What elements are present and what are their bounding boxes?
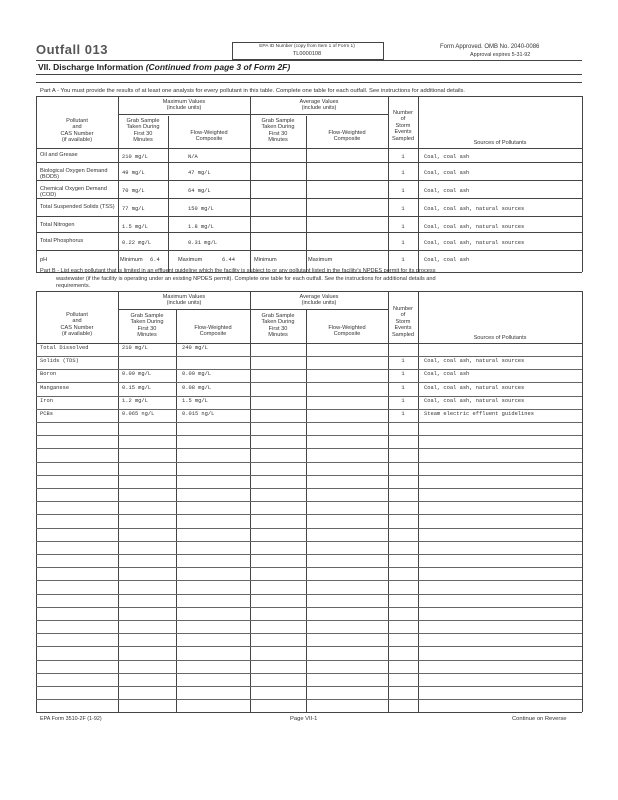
part-b-max-grab: 210 mg/L	[122, 345, 148, 351]
part-a-max-grab: 1.5 mg/L	[122, 224, 148, 230]
omb-approval: Form Approved. OMB No. 2040-0086	[440, 44, 540, 50]
part-b-instruction-1: Part B - List each pollutant that is limited in an effluent guideline which the facility is subject to or any pollutant listed in the facility's NPDES permit for its process	[40, 268, 436, 274]
b-avg-flow-header: Flow-Weighted Composite	[328, 325, 366, 338]
part-b-events: 1	[401, 384, 405, 391]
section-title-text: VII. Discharge Information	[38, 62, 144, 72]
part-b-max-flow: 1.5 mg/L	[182, 397, 208, 404]
b-max-flow-header: Flow-Weighted Composite	[194, 325, 232, 338]
ph-min-label: Minimum	[120, 257, 143, 263]
part-a-instruction: Part A - You must provide the results of at least one analysis for every pollutant in this table. Complete one table for each outfall. See instructions for additional details.	[40, 88, 466, 94]
part-b-max-grab: 0.15 mg/L	[122, 384, 152, 391]
part-b-pollutant: Total Dissolved	[40, 345, 89, 351]
part-b-source: Steam electric effluent guidelines	[424, 411, 534, 417]
page-number: Page VII-1	[290, 716, 318, 722]
ph-avg-min-label: Minimum	[254, 257, 277, 263]
part-b-pollutant: Manganese	[40, 384, 70, 391]
b-avg-values-header: Average Values (include units)	[299, 294, 339, 307]
part-a-max-grab: 210 mg/L	[122, 154, 148, 160]
part-a-source: Coal, coal ash	[424, 188, 470, 194]
part-a-max-flow: 1.8 mg/L	[188, 224, 214, 230]
part-b-instruction-3: requirements.	[56, 283, 91, 289]
b-avg-grab-header: Grab Sample Taken During First 30 Minutes	[261, 313, 295, 339]
part-a-max-grab: 0.22 mg/L	[122, 240, 152, 246]
part-b-pollutant: Iron	[40, 397, 53, 404]
events-header: Number of Storm Events Sampled	[391, 110, 415, 142]
avg-grab-header: Grab Sample Taken During First 30 Minutes	[261, 118, 295, 144]
part-a-max-flow: 64 mg/L	[188, 188, 211, 194]
part-b-events: 1	[401, 371, 405, 378]
part-a-source: Coal, coal ash	[424, 154, 470, 160]
part-a-events: 1	[401, 170, 405, 176]
part-a-source: Coal, coal ash, natural sources	[424, 224, 525, 230]
part-a-events: 1	[401, 240, 405, 246]
part-a-events: 1	[401, 224, 405, 230]
part-b-source: Coal, coal ash, natural sources	[424, 358, 525, 365]
part-b-max-flow: 240 mg/L	[182, 345, 208, 351]
part-a-pollutant: Biological Oxygen Demand (BOD5)	[40, 168, 108, 181]
b-sources-header: Sources of Pollutants	[473, 335, 527, 341]
ph-avg-max-label: Maximum	[308, 257, 333, 263]
max-values-header: Maximum Values (include units)	[162, 99, 206, 112]
part-b-source: Coal, coal ash	[424, 371, 470, 378]
part-a-pollutant: Chemical Oxygen Demand (COD)	[40, 186, 107, 199]
b-max-values-header: Maximum Values (include units)	[162, 294, 206, 307]
section-title	[38, 62, 290, 72]
part-a-pollutant: Total Phosphorus	[40, 238, 84, 244]
part-a-source: Coal, coal ash, natural sources	[424, 206, 525, 212]
continue-note: Continue on Reverse	[512, 716, 567, 722]
avg-values-header: Average Values (include units)	[299, 99, 339, 112]
b-col-pollutant: Pollutant and CAS Number (if available)	[60, 312, 94, 338]
part-b-pollutant: Solids (TDS)	[40, 358, 79, 365]
part-a-source: Coal, coal ash, natural sources	[424, 240, 525, 246]
section-subtitle: (Continued from page 3 of Form 2F)	[145, 62, 291, 72]
approval-expires: Approval expires 5-31-92	[470, 52, 531, 58]
part-b-max-grab: 1.2 mg/L	[122, 397, 148, 404]
part-a-max-flow: 47 mg/L	[188, 170, 211, 176]
part-b-source: Coal, coal ash, natural sources	[424, 384, 525, 391]
part-b-max-flow: 0.09 mg/L	[182, 371, 212, 378]
max-grab-header: Grab Sample Taken During First 30 Minutes	[126, 118, 160, 144]
max-flow-header: Flow-Weighted Composite	[190, 130, 228, 143]
part-b-pollutant: Boron	[40, 371, 57, 378]
part-b-events: 1	[401, 358, 405, 365]
part-a-events: 1	[401, 154, 405, 160]
part-b-instruction-2: wastewater (if the facility is operating under an existing NPDES permit). Complete one table for each outfall. See the instructions for additional details and	[56, 276, 436, 282]
part-a-events: 1	[401, 206, 405, 212]
part-b-pollutant: PCBs	[40, 411, 53, 417]
part-b-max-grab: 0.09 mg/L	[122, 371, 152, 378]
part-b-max-grab: 0.065 ng/L	[122, 411, 155, 417]
avg-flow-header: Flow-Weighted Composite	[328, 130, 366, 143]
outfall-label: Outfall 013	[36, 42, 108, 57]
part-a-source: Coal, coal ash	[424, 170, 470, 176]
col-pollutant: Pollutant and CAS Number (if available)	[60, 118, 94, 144]
part-a-max-grab: 77 mg/L	[122, 206, 145, 212]
part-a-max-grab: 70 mg/L	[122, 188, 145, 194]
b-max-grab-header: Grab Sample Taken During First 30 Minutes	[130, 313, 164, 339]
epa-id-notice: EPA ID Number (copy from Item 1 of Form 1)	[259, 44, 355, 49]
part-a-max-flow: 0.31 mg/L	[188, 240, 218, 246]
ph-events: 1	[401, 257, 405, 263]
part-b-source: Coal, coal ash, natural sources	[424, 397, 525, 404]
part-a-pollutant: Total Nitrogen	[40, 222, 75, 228]
b-events-header: Number of Storm Events Sampled	[391, 306, 415, 338]
epa-id-value: TL0000108	[292, 51, 322, 57]
part-a-max-grab: 49 mg/L	[122, 170, 145, 176]
part-b-max-flow: 0.08 mg/L	[182, 384, 212, 391]
part-a-pollutant: Total Suspended Solids (TSS)	[40, 204, 115, 210]
part-a-pollutant: Oil and Grease	[40, 152, 78, 158]
form-id: EPA Form 3510-2F (1-92)	[40, 716, 102, 722]
part-a-max-flow: 150 mg/L	[188, 206, 214, 212]
ph-label: pH	[40, 257, 48, 263]
ph-max-label: Maximum	[178, 257, 203, 263]
ph-min-value: 6.4	[150, 257, 160, 263]
part-a-events: 1	[401, 188, 405, 194]
ph-max-value: 6.44	[222, 257, 235, 263]
part-b-events: 1	[401, 411, 405, 417]
part-b-max-flow: 0.015 ng/L	[182, 411, 215, 417]
part-a-max-flow: N/A	[188, 154, 198, 160]
ph-source: Coal, coal ash	[424, 257, 470, 263]
sources-header: Sources of Pollutants	[473, 140, 527, 146]
part-b-events: 1	[401, 397, 405, 404]
